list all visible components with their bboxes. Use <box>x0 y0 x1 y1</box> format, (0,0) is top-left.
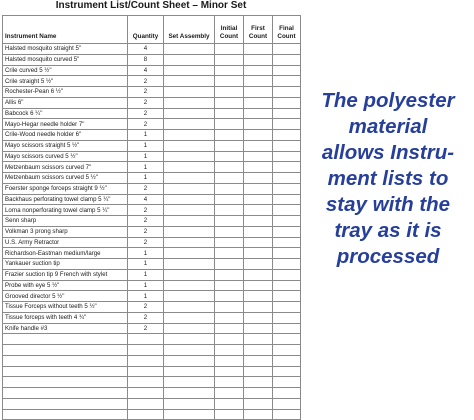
set-assembly-cell[interactable] <box>164 140 215 151</box>
initial-count-cell[interactable] <box>215 237 244 248</box>
header-first-line1: First <box>251 25 265 32</box>
quantity-cell: 2 <box>128 97 164 108</box>
instrument-name-cell: Tissue forceps with teeth 4 ¾" <box>3 312 128 323</box>
quantity-cell: 1 <box>128 280 164 291</box>
instrument-name-cell: Crile straight 5 ½" <box>3 76 128 87</box>
first-count-cell[interactable] <box>244 323 273 334</box>
table-row <box>3 312 301 323</box>
instrument-name-cell: Backhaus perforating towel clamp 5 ¼" <box>3 194 128 205</box>
quantity-cell: 2 <box>128 76 164 87</box>
set-assembly-cell[interactable] <box>164 183 215 194</box>
table-header-row <box>3 16 301 44</box>
table-row <box>3 409 301 420</box>
set-assembly-cell[interactable] <box>164 44 215 55</box>
table-row <box>3 97 301 108</box>
final-count-cell[interactable] <box>273 323 301 334</box>
first-count-cell[interactable] <box>244 87 273 98</box>
quantity-cell: 2 <box>128 119 164 130</box>
instrument-name-cell: Foerster sponge forceps straight 9 ½" <box>3 183 128 194</box>
table-row <box>3 76 301 87</box>
caption-text <box>306 88 470 270</box>
instrument-name-cell <box>3 366 128 377</box>
caption-line: ment lists to <box>327 167 449 190</box>
first-count-cell[interactable] <box>244 377 273 388</box>
set-assembly-cell[interactable] <box>164 151 215 162</box>
first-count-cell[interactable] <box>244 183 273 194</box>
first-count-cell[interactable] <box>244 388 273 399</box>
first-count-cell[interactable] <box>244 248 273 259</box>
first-count-cell[interactable] <box>244 302 273 313</box>
table-row <box>3 65 301 76</box>
set-assembly-cell[interactable] <box>164 334 215 345</box>
final-count-cell[interactable] <box>273 291 301 302</box>
initial-count-cell[interactable] <box>215 97 244 108</box>
table-row <box>3 44 301 55</box>
first-count-cell[interactable] <box>244 65 273 76</box>
header-final-line1: Final <box>279 25 294 32</box>
header-first-count <box>244 16 273 44</box>
instrument-name-cell: Lorna nonperforating towel clamp 5 ¼" <box>3 205 128 216</box>
initial-count-cell[interactable] <box>215 377 244 388</box>
final-count-cell[interactable] <box>273 140 301 151</box>
header-initial-count <box>215 16 244 44</box>
table-row <box>3 216 301 227</box>
quantity-cell <box>128 334 164 345</box>
initial-count-cell[interactable] <box>215 398 244 409</box>
quantity-cell: 1 <box>128 291 164 302</box>
final-count-cell[interactable] <box>273 398 301 409</box>
set-assembly-cell[interactable] <box>164 291 215 302</box>
instrument-name-cell: Crile-Wood needle holder 6" <box>3 130 128 141</box>
table-row <box>3 140 301 151</box>
set-assembly-cell[interactable] <box>164 162 215 173</box>
quantity-cell: 4 <box>128 65 164 76</box>
instrument-name-cell: Tissue Forceps without teeth 5 ½" <box>3 302 128 313</box>
final-count-cell[interactable] <box>273 216 301 227</box>
sheet-title: Instrument List/Count Sheet – Minor Set <box>55 0 247 11</box>
final-count-cell[interactable] <box>273 119 301 130</box>
initial-count-cell[interactable] <box>215 302 244 313</box>
caption-line: stay with the <box>325 193 451 216</box>
instrument-name-cell: Senn sharp <box>3 216 128 227</box>
instrument-name-cell <box>3 398 128 409</box>
table-row <box>3 398 301 409</box>
set-assembly-cell[interactable] <box>164 398 215 409</box>
final-count-cell[interactable] <box>273 65 301 76</box>
initial-count-cell[interactable] <box>215 130 244 141</box>
final-count-cell[interactable] <box>273 388 301 399</box>
final-count-cell[interactable] <box>273 269 301 280</box>
set-assembly-cell[interactable] <box>164 355 215 366</box>
instrument-name-cell: Knife handle #3 <box>3 323 128 334</box>
table-row <box>3 194 301 205</box>
quantity-cell: 2 <box>128 323 164 334</box>
instrument-name-cell <box>3 355 128 366</box>
final-count-cell[interactable] <box>273 44 301 55</box>
table-row <box>3 119 301 130</box>
set-assembly-cell[interactable] <box>164 366 215 377</box>
final-count-cell[interactable] <box>273 355 301 366</box>
quantity-cell: 1 <box>128 248 164 259</box>
final-count-cell[interactable] <box>273 280 301 291</box>
final-count-cell[interactable] <box>273 366 301 377</box>
quantity-cell: 1 <box>128 173 164 184</box>
table-row <box>3 269 301 280</box>
initial-count-cell[interactable] <box>215 87 244 98</box>
final-count-cell[interactable] <box>273 312 301 323</box>
first-count-cell[interactable] <box>244 291 273 302</box>
initial-count-cell[interactable] <box>215 194 244 205</box>
quantity-cell <box>128 388 164 399</box>
first-count-cell[interactable] <box>244 366 273 377</box>
header-quantity: Quantity <box>128 16 164 44</box>
table-row <box>3 226 301 237</box>
header-final-count <box>273 16 301 44</box>
table-row <box>3 205 301 216</box>
initial-count-cell[interactable] <box>215 248 244 259</box>
caption-line: allows Instru- <box>321 141 455 164</box>
initial-count-cell[interactable] <box>215 345 244 356</box>
initial-count-cell[interactable] <box>215 140 244 151</box>
quantity-cell: 1 <box>128 269 164 280</box>
first-count-cell[interactable] <box>244 312 273 323</box>
first-count-cell[interactable] <box>244 409 273 420</box>
first-count-cell[interactable] <box>244 334 273 345</box>
set-assembly-cell[interactable] <box>164 312 215 323</box>
first-count-cell[interactable] <box>244 194 273 205</box>
initial-count-cell[interactable] <box>215 151 244 162</box>
final-count-cell[interactable] <box>273 54 301 65</box>
quantity-cell: 2 <box>128 302 164 313</box>
set-assembly-cell[interactable] <box>164 323 215 334</box>
first-count-cell[interactable] <box>244 44 273 55</box>
first-count-cell[interactable] <box>244 398 273 409</box>
set-assembly-cell[interactable] <box>164 280 215 291</box>
instrument-name-cell: Mayo-Hegar needle holder 7" <box>3 119 128 130</box>
quantity-cell: 1 <box>128 162 164 173</box>
first-count-cell[interactable] <box>244 355 273 366</box>
quantity-cell <box>128 398 164 409</box>
initial-count-cell[interactable] <box>215 291 244 302</box>
first-count-cell[interactable] <box>244 280 273 291</box>
quantity-cell: 2 <box>128 87 164 98</box>
instrument-name-cell: U.S. Army Retractor <box>3 237 128 248</box>
count-sheet <box>2 0 300 410</box>
set-assembly-cell[interactable] <box>164 259 215 270</box>
initial-count-cell[interactable] <box>215 205 244 216</box>
instrument-name-cell: Allis 6" <box>3 97 128 108</box>
quantity-cell: 2 <box>128 205 164 216</box>
instrument-name-cell: Yankauer suction tip <box>3 259 128 270</box>
set-assembly-cell[interactable] <box>164 302 215 313</box>
set-assembly-cell[interactable] <box>164 409 215 420</box>
initial-count-cell[interactable] <box>215 388 244 399</box>
first-count-cell[interactable] <box>244 269 273 280</box>
initial-count-cell[interactable] <box>215 76 244 87</box>
table-row <box>3 87 301 98</box>
initial-count-cell[interactable] <box>215 65 244 76</box>
header-instrument-name: Instrument Name <box>3 16 128 44</box>
quantity-cell <box>128 377 164 388</box>
final-count-cell[interactable] <box>273 259 301 270</box>
final-count-cell[interactable] <box>273 194 301 205</box>
final-count-cell[interactable] <box>273 97 301 108</box>
initial-count-cell[interactable] <box>215 54 244 65</box>
first-count-cell[interactable] <box>244 76 273 87</box>
first-count-cell[interactable] <box>244 97 273 108</box>
table-row <box>3 162 301 173</box>
instrument-name-cell: Crile curved 5 ½" <box>3 65 128 76</box>
header-initial-line2: Count <box>219 33 239 40</box>
table-row <box>3 183 301 194</box>
initial-count-cell[interactable] <box>215 183 244 194</box>
instrument-name-cell: Grooved director 5 ½" <box>3 291 128 302</box>
set-assembly-cell[interactable] <box>164 377 215 388</box>
first-count-cell[interactable] <box>244 259 273 270</box>
first-count-cell[interactable] <box>244 162 273 173</box>
first-count-cell[interactable] <box>244 151 273 162</box>
instrument-name-cell: Babcock 6 ¼" <box>3 108 128 119</box>
table-row <box>3 302 301 313</box>
instrument-name-cell: Volkman 3 prong sharp <box>3 226 128 237</box>
table-row <box>3 323 301 334</box>
instrument-name-cell: Probe with eye 5 ½" <box>3 280 128 291</box>
quantity-cell: 1 <box>128 130 164 141</box>
first-count-cell[interactable] <box>244 140 273 151</box>
instrument-name-cell <box>3 409 128 420</box>
initial-count-cell[interactable] <box>215 269 244 280</box>
initial-count-cell[interactable] <box>215 216 244 227</box>
initial-count-cell[interactable] <box>215 409 244 420</box>
set-assembly-cell[interactable] <box>164 130 215 141</box>
set-assembly-cell[interactable] <box>164 108 215 119</box>
first-count-cell[interactable] <box>244 345 273 356</box>
first-count-cell[interactable] <box>244 108 273 119</box>
quantity-cell: 2 <box>128 108 164 119</box>
quantity-cell <box>128 366 164 377</box>
final-count-cell[interactable] <box>273 173 301 184</box>
set-assembly-cell[interactable] <box>164 248 215 259</box>
table-row <box>3 259 301 270</box>
table-row <box>3 248 301 259</box>
caption-line: processed <box>336 245 440 268</box>
header-first-line2: Count <box>248 33 268 40</box>
quantity-cell: 2 <box>128 226 164 237</box>
final-count-cell[interactable] <box>273 205 301 216</box>
final-count-cell[interactable] <box>273 108 301 119</box>
first-count-cell[interactable] <box>244 119 273 130</box>
initial-count-cell[interactable] <box>215 226 244 237</box>
quantity-cell: 2 <box>128 237 164 248</box>
final-count-cell[interactable] <box>273 151 301 162</box>
set-assembly-cell[interactable] <box>164 119 215 130</box>
initial-count-cell[interactable] <box>215 162 244 173</box>
table-row <box>3 291 301 302</box>
caption-line: material <box>348 115 428 138</box>
instrument-name-cell <box>3 334 128 345</box>
quantity-cell: 8 <box>128 54 164 65</box>
final-count-cell[interactable] <box>273 226 301 237</box>
final-count-cell[interactable] <box>273 87 301 98</box>
instrument-name-cell: Mayo scissors curved 5 ½" <box>3 151 128 162</box>
final-count-cell[interactable] <box>273 377 301 388</box>
initial-count-cell[interactable] <box>215 108 244 119</box>
caption-line: tray as it is <box>334 219 442 242</box>
set-assembly-cell[interactable] <box>164 173 215 184</box>
initial-count-cell[interactable] <box>215 312 244 323</box>
set-assembly-cell[interactable] <box>164 345 215 356</box>
table-row <box>3 130 301 141</box>
initial-count-cell[interactable] <box>215 119 244 130</box>
set-assembly-cell[interactable] <box>164 97 215 108</box>
quantity-cell <box>128 409 164 420</box>
table-row <box>3 108 301 119</box>
table-row <box>3 366 301 377</box>
quantity-cell: 1 <box>128 151 164 162</box>
set-assembly-cell[interactable] <box>164 194 215 205</box>
first-count-cell[interactable] <box>244 226 273 237</box>
final-count-cell[interactable] <box>273 345 301 356</box>
instrument-name-cell: Richardson-Eastman medium/large <box>3 248 128 259</box>
set-assembly-cell[interactable] <box>164 237 215 248</box>
set-assembly-cell[interactable] <box>164 87 215 98</box>
final-count-cell[interactable] <box>273 409 301 420</box>
final-count-cell[interactable] <box>273 237 301 248</box>
set-assembly-cell[interactable] <box>164 388 215 399</box>
instrument-name-cell <box>3 388 128 399</box>
table-row <box>3 173 301 184</box>
table-row <box>3 388 301 399</box>
initial-count-cell[interactable] <box>215 323 244 334</box>
table-row <box>3 54 301 65</box>
quantity-cell: 4 <box>128 194 164 205</box>
header-set-assembly: Set Assembly <box>164 16 215 44</box>
quantity-cell <box>128 345 164 356</box>
first-count-cell[interactable] <box>244 216 273 227</box>
final-count-cell[interactable] <box>273 162 301 173</box>
initial-count-cell[interactable] <box>215 355 244 366</box>
instrument-name-cell: Metzenbaum scissors curved 5 ½" <box>3 173 128 184</box>
final-count-cell[interactable] <box>273 334 301 345</box>
table-row <box>3 345 301 356</box>
quantity-cell: 1 <box>128 259 164 270</box>
set-assembly-cell[interactable] <box>164 205 215 216</box>
initial-count-cell[interactable] <box>215 44 244 55</box>
initial-count-cell[interactable] <box>215 334 244 345</box>
initial-count-cell[interactable] <box>215 366 244 377</box>
instrument-name-cell: Halsted mosquito straight 5" <box>3 44 128 55</box>
quantity-cell: 1 <box>128 140 164 151</box>
quantity-cell: 4 <box>128 44 164 55</box>
instrument-name-cell <box>3 345 128 356</box>
set-assembly-cell[interactable] <box>164 54 215 65</box>
caption-line: The polyester <box>321 89 455 112</box>
instrument-count-table <box>2 15 301 420</box>
set-assembly-cell[interactable] <box>164 65 215 76</box>
first-count-cell[interactable] <box>244 173 273 184</box>
initial-count-cell[interactable] <box>215 259 244 270</box>
initial-count-cell[interactable] <box>215 280 244 291</box>
instrument-name-cell: Rochester-Pean 6 ½" <box>3 87 128 98</box>
table-row <box>3 151 301 162</box>
quantity-cell <box>128 355 164 366</box>
final-count-cell[interactable] <box>273 248 301 259</box>
table-row <box>3 237 301 248</box>
initial-count-cell[interactable] <box>215 173 244 184</box>
final-count-cell[interactable] <box>273 130 301 141</box>
set-assembly-cell[interactable] <box>164 226 215 237</box>
table-row <box>3 355 301 366</box>
table-row <box>3 280 301 291</box>
instrument-name-cell: Frazier suction tip 9 French with stylet <box>3 269 128 280</box>
final-count-cell[interactable] <box>273 76 301 87</box>
final-count-cell[interactable] <box>273 183 301 194</box>
table-row <box>3 334 301 345</box>
header-initial-line1: Initial <box>220 25 238 32</box>
quantity-cell: 2 <box>128 312 164 323</box>
set-assembly-cell[interactable] <box>164 216 215 227</box>
table-body <box>3 44 301 420</box>
instrument-name-cell <box>3 377 128 388</box>
instrument-name-cell: Mayo scissors straight 5 ½" <box>3 140 128 151</box>
header-final-line2: Count <box>277 33 296 40</box>
quantity-cell: 2 <box>128 183 164 194</box>
table-row <box>3 377 301 388</box>
instrument-name-cell: Halsted mosquito curved 5" <box>3 54 128 65</box>
first-count-cell[interactable] <box>244 54 273 65</box>
instrument-name-cell: Metzenbaum scissors curved 7" <box>3 162 128 173</box>
final-count-cell[interactable] <box>273 302 301 313</box>
first-count-cell[interactable] <box>244 130 273 141</box>
first-count-cell[interactable] <box>244 205 273 216</box>
first-count-cell[interactable] <box>244 237 273 248</box>
set-assembly-cell[interactable] <box>164 269 215 280</box>
set-assembly-cell[interactable] <box>164 76 215 87</box>
quantity-cell: 2 <box>128 216 164 227</box>
